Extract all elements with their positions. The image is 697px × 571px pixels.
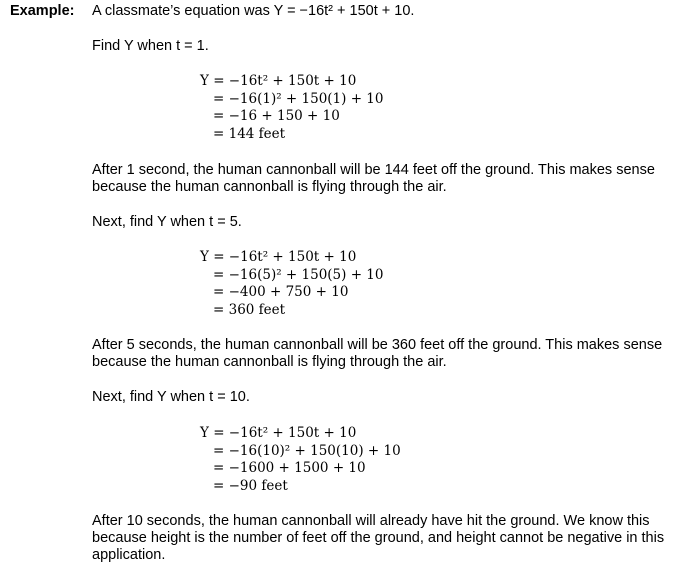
step-3-prompt: Next, find Y when t = 10. xyxy=(92,389,250,405)
example-label: Example: xyxy=(10,3,75,19)
equation-line: = 360 feet xyxy=(213,302,286,318)
equation-line: = −16 + 150 + 10 xyxy=(213,108,340,124)
step-2-prompt: Next, find Y when t = 5. xyxy=(92,214,242,230)
equation-line: = −16(1)² + 150(1) + 10 xyxy=(213,91,384,107)
equation-line: Y = −16t² + 150t + 10 xyxy=(200,425,357,441)
step-1-conclusion: After 1 second, the human cannonball will be 144 feet off the ground. This makes sense because the human cannonball is flying through the air. xyxy=(92,162,655,195)
equation-line: = −400 + 750 + 10 xyxy=(213,284,349,300)
equation-line: = −16(5)² + 150(5) + 10 xyxy=(213,267,384,283)
equation-line: Y = −16t² + 150t + 10 xyxy=(200,73,357,89)
step-3-conclusion: After 10 seconds, the human cannonball will already have hit the ground. We know this because height is the number of feet off the ground, and height cannot be negative in this application. xyxy=(92,513,665,563)
equation-line: = −1600 + 1500 + 10 xyxy=(213,460,366,476)
step-2-conclusion: After 5 seconds, the human cannonball will be 360 feet off the ground. This makes sense because the human cannonball is flying through the air. xyxy=(92,337,663,370)
equation-line: = −16(10)² + 150(10) + 10 xyxy=(213,443,401,459)
equation-line: = 144 feet xyxy=(213,126,286,142)
equation-line: Y = −16t² + 150t + 10 xyxy=(200,249,357,265)
step-1-prompt: Find Y when t = 1. xyxy=(92,38,209,54)
equation-line: = −90 feet xyxy=(213,478,288,494)
intro-text: A classmate’s equation was Y = −16t² + 150t + 10. xyxy=(92,3,415,19)
